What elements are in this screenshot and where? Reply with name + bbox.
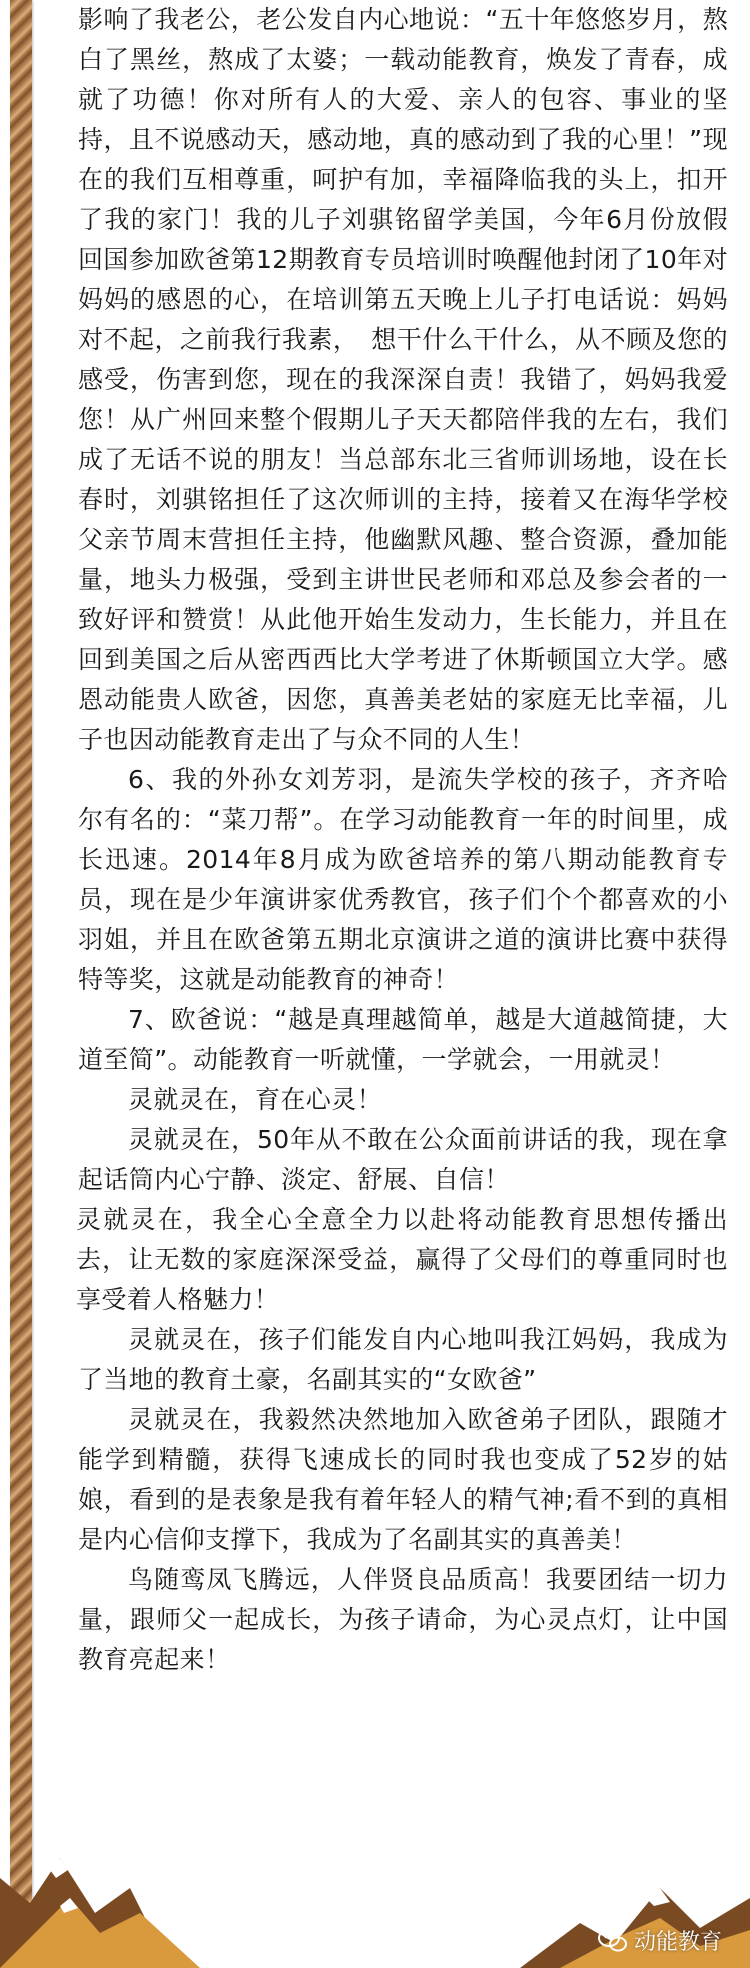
watermark <box>598 1925 722 1956</box>
paragraph-ling-3: 灵就灵在，我全心全意全力以赴将动能教育思想传播出去，让无数的家庭深深受益，赢得了父母们的尊重同时也享受着人格魅力！ <box>76 1205 728 1314</box>
paragraph-closing: 鸟随鸾凤飞腾远，人伴贤良品质高！我要团结一切力量，跟师父一起成长，为孩子请命，为心灵点灯，让中国教育亮起来！ <box>78 1565 728 1674</box>
paragraph-ling-1: 灵就灵在，育在心灵！ <box>128 1085 383 1114</box>
article-body <box>78 0 728 1680</box>
paragraph-granddaughter: 6、我的外孙女刘芳羽，是流失学校的孩子，齐齐哈尔有名的：“菜刀帮”。在学习动能教育一年的时间里，成长迅速。2014年8月成为欧爸培养的第八期动能教育专员，现在是少年演讲家优秀教官，孩子们个个都喜欢的小羽姐，并且在欧爸第五期北京演讲之道的演讲比赛中获得特等奖，这就是动能教育的神奇！ <box>78 765 728 994</box>
watermark-text: 动能教育 <box>633 1930 722 1955</box>
paragraph-ling-2: 灵就灵在，50年从不敢在公众面前讲话的我，现在拿起话筒内心宁静、淡定、舒展、自信！ <box>78 1125 728 1194</box>
paragraph-ling-4: 灵就灵在，孩子们能发自内心地叫我江妈妈，我成为了当地的教育土豪，名副其实的“女欧爸” <box>78 1325 728 1394</box>
paragraph-ling-5: 灵就灵在，我毅然决然地加入欧爸弟子团队，跟随才能学到精髓，获得飞速成长的同时我也变成了52岁的姑娘，看到的是表象是我有着年轻人的精气神;看不到的真相是内心信仰支撑下，我成为了名副其实的真善美！ <box>78 1405 728 1554</box>
wechat-icon <box>598 1928 628 1954</box>
paragraph-simplicity: 7、欧爸说：“越是真理越简单，越是大道越简捷，大道至简”。动能教育一听就懂，一学就会，一用就灵！ <box>78 1005 728 1074</box>
rope-border <box>10 0 32 1968</box>
paragraph-son-story: 影响了我老公，老公发自内心地说：“五十年悠悠岁月，熬白了黑丝，熬成了太婆；一载动能教育，焕发了青春，成就了功德！你对所有人的大爱、亲人的包容、事业的坚持，且不说感动天，感动地，真的感动到了我的心里！”现在的我们互相尊重，呵护有加，幸福降临我的头上，扣开了我的家门！我的儿子刘骐铭留学美国，今年6月份放假回国参加欧爸第12期教育专员培训时唤醒他封闭了10年对妈妈的感恩的心，在培训第五天晚上儿子打电话说：妈妈对不起，之前我行我素， 想干什么干什么，从不顾及您的感受，伤害到您，现在的我深深自责！我错了，妈妈我爱您！从广州回来整个假期儿子天天都陪伴我的左右，我们成了无话不说的朋友！当总部东北三省师训场地，设在长春时，刘骐铭担任了这次师训的主持，接着又在海华学校父亲节周末营担任主持，他幽默风趣、整合资源，叠加能量，地头力极强，受到主讲世民老师和邓总及参会者的一致好评和赞赏！从此他开始生发动力，生长能力，并且在回到美国之后从密西西比大学考进了休斯顿国立大学。感恩动能贵人欧爸，因您，真善美老姑的家庭无比幸福，儿子也因动能教育走出了与众不同的人生！ <box>78 5 728 754</box>
